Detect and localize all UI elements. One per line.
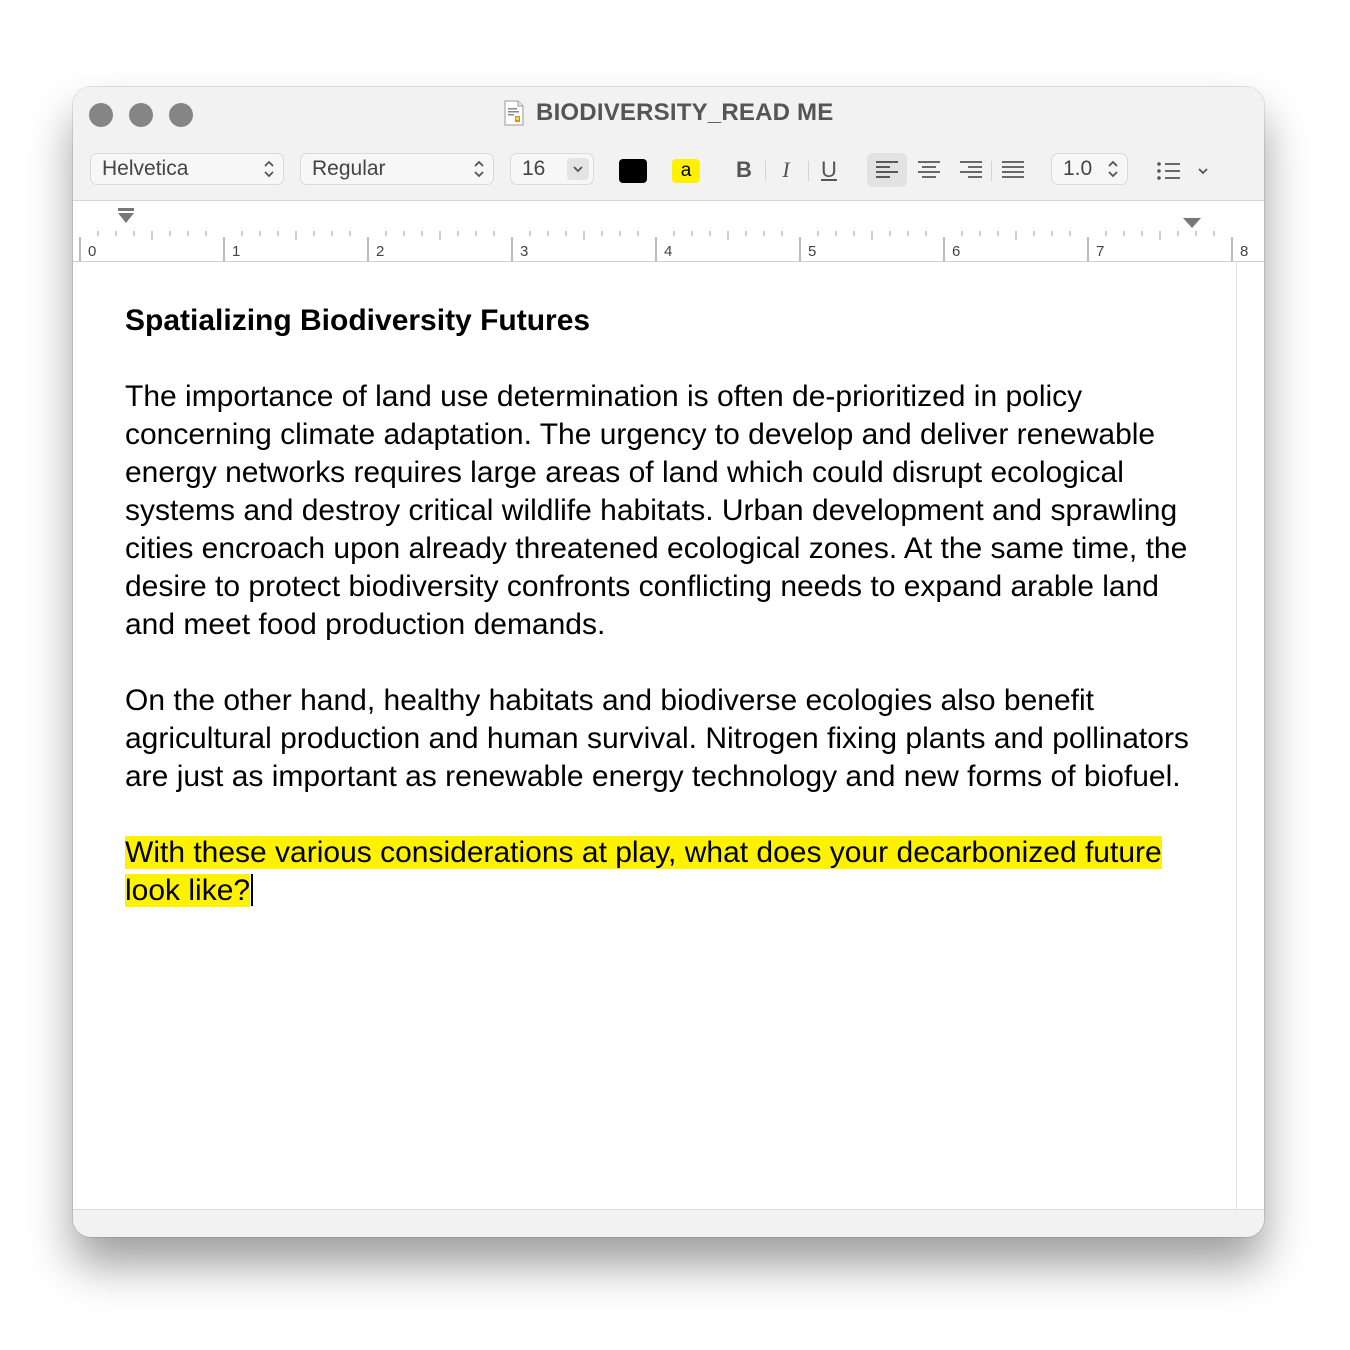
document-heading: Spatializing Biodiversity Futures (125, 304, 591, 337)
list-style-button[interactable] (1155, 157, 1215, 185)
ruler-label: 7 (1096, 243, 1105, 260)
ruler-label: 6 (952, 243, 961, 260)
paragraph-2: On the other hand, healthy habitats and biodiverse ecologies also benefit agricultural production and human survival. Nitrogen fixing plants and pollinators are just as important as renewable energy technology and new forms of biofuel. (125, 684, 1189, 793)
text-color-swatch[interactable] (619, 159, 647, 183)
align-justify-icon (1002, 161, 1024, 179)
ruler-scale (73, 201, 1264, 261)
text-cursor (251, 874, 253, 906)
font-style-popup[interactable] (300, 153, 494, 185)
bulleted-list-icon (1155, 157, 1215, 185)
left-indent-marker-icon[interactable] (118, 208, 134, 223)
title-bar (73, 87, 1264, 201)
right-margin-marker-icon[interactable] (1183, 218, 1201, 228)
highlight-color-label: a (680, 160, 692, 181)
align-center-icon (918, 161, 940, 179)
paragraph-1: The importance of land use determination is often de-prioritized in policy concerning climate adaptation. The urgency to develop and deliver renewable energy networks requires large areas of land which could disrupt ecological systems and destroy critical wildlife habitats. Urban development and sprawling cities encroach upon already threatened ecological zones. At the same time, the desire to protect biodiversity confronts conflicting needs to expand arable land and meet food production demands. (125, 380, 1188, 641)
line-spacing-value: 1.0 (1063, 157, 1093, 180)
ruler-label: 4 (664, 243, 673, 260)
chevron-down-icon[interactable] (567, 158, 589, 180)
align-justify-button[interactable] (993, 153, 1033, 187)
ruler-label: 1 (232, 243, 241, 260)
font-size-value: 16 (522, 157, 546, 180)
align-right-icon (960, 161, 982, 179)
document-area[interactable] (73, 262, 1237, 1209)
highlight-color-swatch[interactable] (672, 159, 700, 183)
underline-button[interactable]: U (821, 157, 837, 182)
textedit-window (73, 87, 1264, 1237)
document-text[interactable] (125, 302, 1205, 948)
align-left-icon (876, 161, 898, 179)
line-spacing-popup[interactable] (1051, 153, 1128, 185)
font-family-popup[interactable] (90, 153, 284, 185)
window-bottom-bar (73, 1209, 1264, 1237)
align-right-button[interactable] (951, 153, 991, 187)
font-family-value: Helvetica (102, 157, 189, 180)
window-title-area (73, 99, 1264, 129)
window-title: BIODIVERSITY_READ ME (536, 99, 834, 126)
updown-chevron-icon (473, 154, 485, 184)
font-size-combo[interactable] (510, 153, 594, 185)
highlighted-question: With these various considerations at play, what does your decarbonized future look like? (125, 836, 1162, 907)
updown-chevron-icon (1107, 154, 1119, 184)
divider (808, 161, 809, 181)
bold-button[interactable]: B (736, 157, 752, 182)
divider (991, 161, 992, 181)
ruler-label: 5 (808, 243, 817, 260)
align-center-button[interactable] (909, 153, 949, 187)
font-style-value: Regular (312, 157, 386, 180)
ruler-label: 2 (376, 243, 385, 260)
ruler-label: 0 (88, 243, 97, 260)
ruler-label: 8 (1240, 243, 1249, 260)
document-icon (504, 100, 524, 126)
align-left-button[interactable] (867, 153, 907, 187)
updown-chevron-icon (263, 154, 275, 184)
ruler-label: 3 (520, 243, 529, 260)
divider (765, 161, 766, 181)
ruler[interactable] (73, 201, 1264, 262)
italic-button[interactable]: I (782, 157, 790, 182)
highlighted-question-paragraph (125, 834, 1205, 910)
